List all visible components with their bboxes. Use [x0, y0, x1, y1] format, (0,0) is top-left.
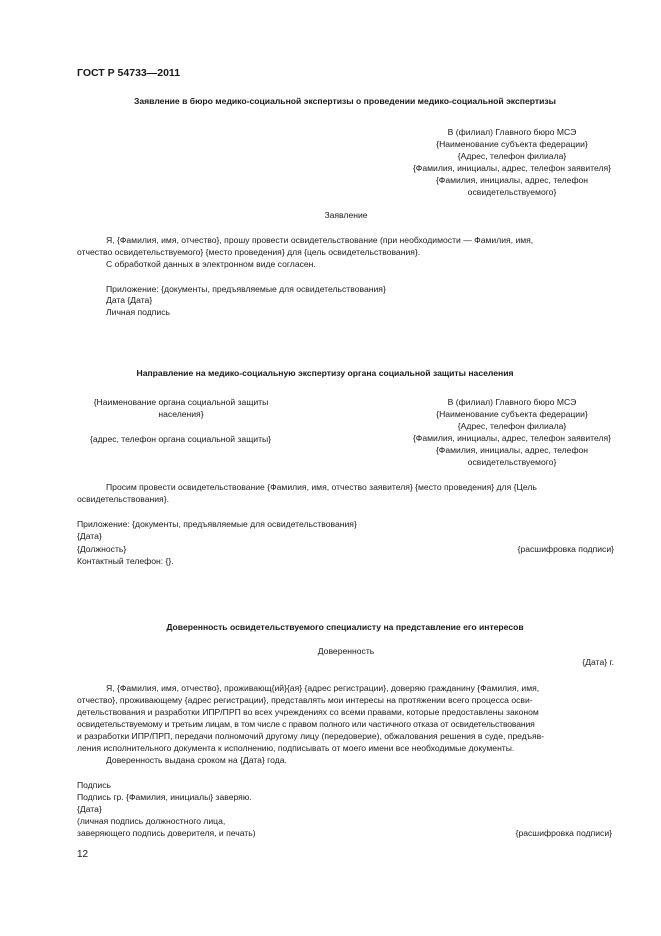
s1-signature: Личная подпись — [106, 307, 170, 317]
s2-position: {Должность} — [77, 544, 127, 554]
section-1-heading: Заявление в бюро медико-социальной экспертизы о проведении медико-социальной экспертизы — [133, 96, 556, 106]
s1-address-line: В (филиал) Главного бюро МСЭ — [447, 127, 577, 137]
s3-validity: Доверенность выдана сроком на {Дата} года. — [106, 755, 287, 765]
s3-body-line: детельствования и разработки ИПР/ПРП во всех учреждениях со всеми правами, которые предоставлены законом — [77, 707, 539, 717]
section-3-heading: Доверенность освидетельствуемого специалисту на представление его интересов — [166, 622, 524, 632]
s1-date: Дата {Дата} — [106, 295, 153, 305]
s2-sender-contact: {адрес, телефон органа социальной защиты} — [90, 434, 272, 444]
s3-body-line: отчество}, проживающему {адрес регистрации}, представлять мои интересы на протяжении всего процесса осви- — [77, 695, 533, 705]
standard-number: ГОСТ Р 54733—2011 — [77, 67, 181, 79]
s1-doc-title: Заявление — [324, 210, 368, 220]
s3-date-place: {Дата} г. — [582, 657, 614, 667]
s2-sender-org: населения} — [158, 409, 204, 419]
s2-address-line: В (филиал) Главного бюро МСЭ — [447, 397, 577, 407]
s3-official-note: (личная подпись должностного лица, — [77, 816, 226, 826]
s1-address-block — [362, 126, 661, 198]
s3-body-line: ления исполнительного документа к исполнению, подписывать от моего имени все необходимые документы. — [77, 743, 515, 753]
s2-address-line: {Фамилия, инициалы, адрес, телефон — [435, 445, 589, 455]
s2-address-line: {Фамилия, инициалы, адрес, телефон заявителя} — [412, 433, 612, 443]
s3-body-line: и разработки ИПР/ПРП, передачи полномочий другому лицу (передоверие), обжалования решения в суде, предъяв- — [77, 731, 545, 741]
s2-address-line: {Наименование субъекта федерации} — [436, 409, 588, 419]
s3-body-line: освидетельствуемому и третьим лицам, в том числе с правом полного или частичного отказа от освидетельствования — [77, 719, 535, 729]
s1-paragraph: отчество освидетельствуемого} {место проведения} для {цель освидетельствования}. — [77, 247, 421, 257]
s3-sign: Подпись — [77, 780, 112, 790]
s2-request: Просим провести освидетельствование {Фамилия, имя, отчество заявителя} {место проведения} для {Цель — [106, 482, 537, 492]
s3-official-note: заверяющего подпись доверителя, и печать) — [77, 828, 256, 838]
s3-certify: Подпись гр. {Фамилия, инициалы} заверяю. — [77, 792, 252, 802]
s2-address-line: освидетельствуемого} — [467, 457, 557, 467]
s2-address-line: {Адрес, телефон филиала} — [457, 421, 567, 431]
s2-phone: Контактный телефон: {}. — [77, 556, 174, 566]
page-number: 12 — [77, 849, 89, 860]
s1-address-line: {Адрес, телефон филиала} — [457, 151, 567, 161]
s1-consent: С обработкой данных в электронном виде согласен. — [106, 259, 316, 269]
s3-doc-title: Доверенность — [317, 646, 375, 656]
s2-address-block — [362, 396, 661, 468]
s1-address-line: освидетельствуемого} — [467, 187, 557, 197]
s2-request: освидетельствования}. — [77, 494, 169, 504]
s1-attachment: Приложение: {документы, предъявляемые для освидетельствования} — [106, 284, 386, 294]
s3-body-line: Я, {Фамилия, имя, отчество}, проживающ{ий}{ая} {адрес регистрации}, доверяю гражданину {Фамилия, имя, — [106, 683, 540, 693]
s2-sender-block — [66, 396, 296, 420]
section-2-heading: Направление на медико-социальную экспертизу органа социальной защиты населения — [136, 368, 514, 378]
s1-address-line: {Наименование субъекта федерации} — [436, 139, 588, 149]
s3-signature-decode: {расшифровка подписи} — [515, 828, 612, 838]
s2-signature-decode: {расшифровка подписи} — [517, 544, 614, 554]
s1-address-line: {Фамилия, инициалы, адрес, телефон заявителя} — [412, 163, 612, 173]
s1-paragraph: Я, {Фамилия, имя, отчество}, прошу провести освидетельствование (при необходимости — Фамилия, имя, — [106, 235, 534, 245]
s2-attachment: Приложение: {документы, предъявляемые для освидетельствования} — [77, 519, 357, 529]
s2-sender-org: {Наименование органа социальной защиты — [93, 397, 269, 407]
s1-address-line: {Фамилия, инициалы, адрес, телефон — [435, 175, 589, 185]
s2-date: {Дата} — [77, 531, 102, 541]
s3-date: {Дата} — [77, 804, 102, 814]
